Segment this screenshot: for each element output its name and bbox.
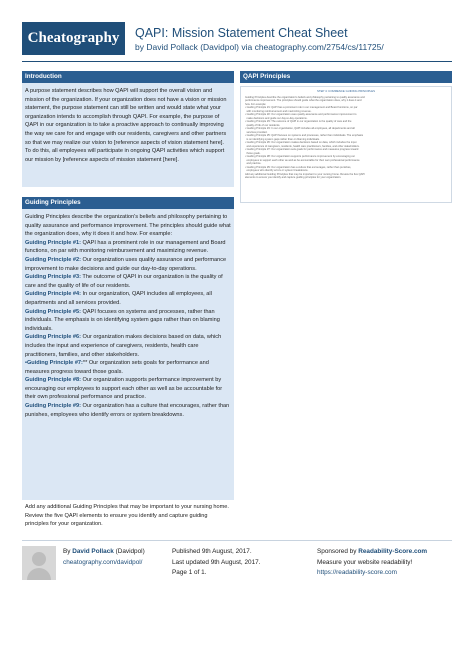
footer-by: By (63, 548, 71, 555)
footer-sponsor-name[interactable]: Readability-Score.com (358, 548, 428, 555)
guiding-principle-text: ** Our organization sets goals for performance and measures progress toward those goals. (25, 360, 209, 375)
guiding-principle-label: Guiding Principle #5: (25, 308, 81, 315)
guiding-principle-item (25, 256, 231, 273)
guiding-intro-text: Guiding Principles describe the organization's beliefs and philosophy pertaining to quality assurance and performance improvement. The principles should guide what the organization does, why it does it and how. For example: (25, 214, 231, 238)
qapi-image-line: • Guiding Principle #5: QAPI focuses on systems and processes, rather than individuals. The emphasis (245, 134, 364, 137)
footer-author-block (63, 547, 145, 568)
guiding-principles-body (22, 209, 234, 500)
guiding-principle-label: Guiding Principle #6: (25, 334, 81, 341)
qapi-image-line: services provided. (245, 130, 268, 134)
guiding-principle-label: Guiding Principle #9: (25, 403, 81, 410)
section-heading-qapi-principles: QAPI Principles (240, 71, 452, 83)
cheatography-logo[interactable]: Cheatography (22, 22, 125, 55)
guiding-principle-text: Our organization supports performance improvement by encouraging our employees to support each other as well as be accountable for their own professional performance and practice. (25, 377, 223, 401)
by-prefix: by (135, 42, 144, 52)
guiding-principle-text: In our organization, QAPI includes all employees, all departments and all services provided. (25, 291, 212, 306)
author-avatar[interactable] (22, 546, 56, 580)
guiding-principle-item (25, 359, 231, 376)
guiding-principle-text: The outcome of QAPI in our organization is the quality of care and the quality of life of our residents. (25, 274, 223, 289)
via-text: via (241, 42, 253, 52)
qapi-image-text (245, 96, 447, 180)
qapi-image-line: Add any additional Guiding Principles that may be important to your nursing home. Review the five QAPI (245, 172, 365, 176)
guiding-principle-label: Guiding Principle #2: (25, 256, 81, 263)
qapi-principles-image (240, 86, 452, 203)
footer-author-name[interactable]: David Pollack (72, 548, 114, 555)
guiding-principle-label: Guiding Principle #3: (25, 274, 81, 281)
footer-page: Page 1 of 1. (172, 569, 207, 576)
section-heading-guiding-principles: Guiding Principles (22, 197, 234, 209)
footer-author-handle: (Davidpol) (115, 548, 145, 555)
qapi-image-line: how. For example: (245, 102, 267, 106)
guiding-principle-item (25, 290, 231, 307)
guiding-principle-text: Our organization makes decisions based on data, which includes the input and experience of caregivers, residents, health care practitioners, families, and other stakeholders. (25, 334, 222, 358)
guiding-principles-list (25, 239, 231, 419)
qapi-image-line: is on identifying system gaps rather than on blaming individuals. (245, 137, 320, 141)
qapi-image-line: performance improvement. The principles should guide what the organization does, why it does it and (245, 99, 362, 102)
qapi-image-line: • Guiding Principle #4: In our organization, QAPI includes all employees, all departments and all (245, 127, 355, 130)
qapi-image-title: STEP 4: COMMENCE GUIDING PRINCIPLES (317, 89, 375, 93)
footer-sponsor-block (317, 547, 427, 579)
introduction-text: A purpose statement describes how QAPI will support the overall vision and mission of the organization. If your organization does not have a vision or mission statement, the purpose statement can still be written and would state what your organization intends to accomplish through QAPI. For example, the purpose of QAPI in our organization is to take a proactive approach to continually improving the way we care for and engage with our residents, caregivers and other partners so that we may realize our vision to [reference aspects of vision statement here]. To do this, all employees will participate in ongoing QAPI activities which support our mission by [reference aspects of mission statement [here]. (25, 88, 227, 163)
guiding-closing-text: Add any additional Guiding Principles that may be important to your nursing home. Review the five QAPI elements to ensure you identify and capture guiding principles for your organization. (25, 504, 229, 528)
guiding-principle-item (25, 239, 231, 256)
qapi-image-line: • Guiding Principle #8: Our organization supports performance improvement by encouraging our (245, 155, 356, 158)
qapi-image-line: and practice. (245, 162, 262, 165)
qapi-image-line: employees who identify errors or system breakdowns. (245, 169, 309, 172)
footer-author-link[interactable]: cheatography.com/davidpol/ (63, 558, 143, 566)
footer-sponsor-tagline: Measure your website readability! (317, 558, 413, 566)
guiding-principle-item (25, 308, 231, 334)
qapi-image-line: • Guiding Principle #1: QAPI has a prominent role in our management and Board functions, on par (245, 106, 358, 109)
guiding-principle-item (25, 402, 231, 419)
footer-sponsor-link[interactable]: https://readability-score.com (317, 569, 397, 576)
page-title: QAPI: Mission Statement Cheat Sheet (135, 26, 348, 40)
guiding-principle-label: Guiding Principle #1: (25, 239, 81, 246)
footer-sponsor-prefix: Sponsored by (317, 548, 357, 555)
qapi-image-line: • Guiding Principle #6: Our organization makes decisions based on data, which includes the input (245, 141, 357, 144)
qapi-image-line: employees to support each other as well as be accountable for their own professional performance (245, 158, 360, 162)
guiding-principle-item (25, 376, 231, 402)
guiding-principle-text: QAPI focuses on systems and processes, rather than individuals. The emphasis is on identifying system gaps rather than on blaming individuals. (25, 308, 220, 332)
header-divider (22, 61, 452, 62)
guiding-principle-item (25, 333, 231, 359)
footer-updated: Last updated 9th August, 2017. (172, 558, 261, 566)
guiding-principle-label: •Guiding Principle #7: (25, 360, 83, 367)
qapi-image-line: • Guiding Principle #7: Our organization sets goals for performance and measures progress toward (245, 148, 359, 151)
qapi-image-line: with monitoring reimbursement and maximizing revenue. (245, 109, 312, 113)
qapi-image-line: Guiding Principles describe the organization's beliefs and philosophy pertaining to quality assurance and (245, 95, 365, 99)
qapi-image-line: quality of life of our residents. (245, 123, 281, 127)
footer-divider (22, 540, 452, 541)
byline (135, 42, 384, 52)
guiding-principle-item (25, 273, 231, 290)
section-heading-introduction: Introduction (22, 71, 234, 83)
qapi-image-line: elements to ensure you identify and capture guiding principles for your organization. (245, 176, 342, 179)
qapi-image-line: and experience of caregivers, residents, health care practitioners, families, and other stakeholders. (245, 144, 360, 148)
qapi-image-line: make decisions and guide our day-to-day operations. (245, 116, 308, 120)
qapi-image-line: • Guiding Principle #2: Our organization uses quality assurance and performance improvement to (245, 113, 357, 116)
guiding-principle-text: Our organization has a culture that encourages, rather than punishes, employees who identify errors or system breakdowns. (25, 403, 230, 418)
guiding-principle-label: Guiding Principle #8: (25, 377, 81, 384)
footer-publish-block (172, 547, 260, 579)
introduction-body (22, 83, 234, 187)
guiding-principle-text: QAPI has a prominent role in our management and Board functions, on par with monitoring reimbursement and maximizing revenue. (25, 239, 226, 255)
qapi-image-line: • Guiding Principle #9: Our organization has a culture that encourages, rather than punishes, (245, 165, 352, 169)
guiding-principle-label: Guiding Principle #4: (25, 291, 81, 298)
author-link[interactable]: David Pollack (Davidpol) (146, 42, 239, 52)
qapi-image-line: those goals. (245, 151, 261, 155)
guiding-principle-text: Our organization uses quality assurance and performance improvement to make decisions and guide our day-to-day operations. (25, 256, 227, 272)
qapi-image-line: • Guiding Principle #3: The outcome of QAPI in our organization is the quality of care and the (245, 120, 352, 123)
footer-published: Published 9th August, 2017. (172, 548, 252, 555)
sheet-url-link[interactable]: cheatography.com/2754/cs/11725/ (254, 42, 384, 52)
